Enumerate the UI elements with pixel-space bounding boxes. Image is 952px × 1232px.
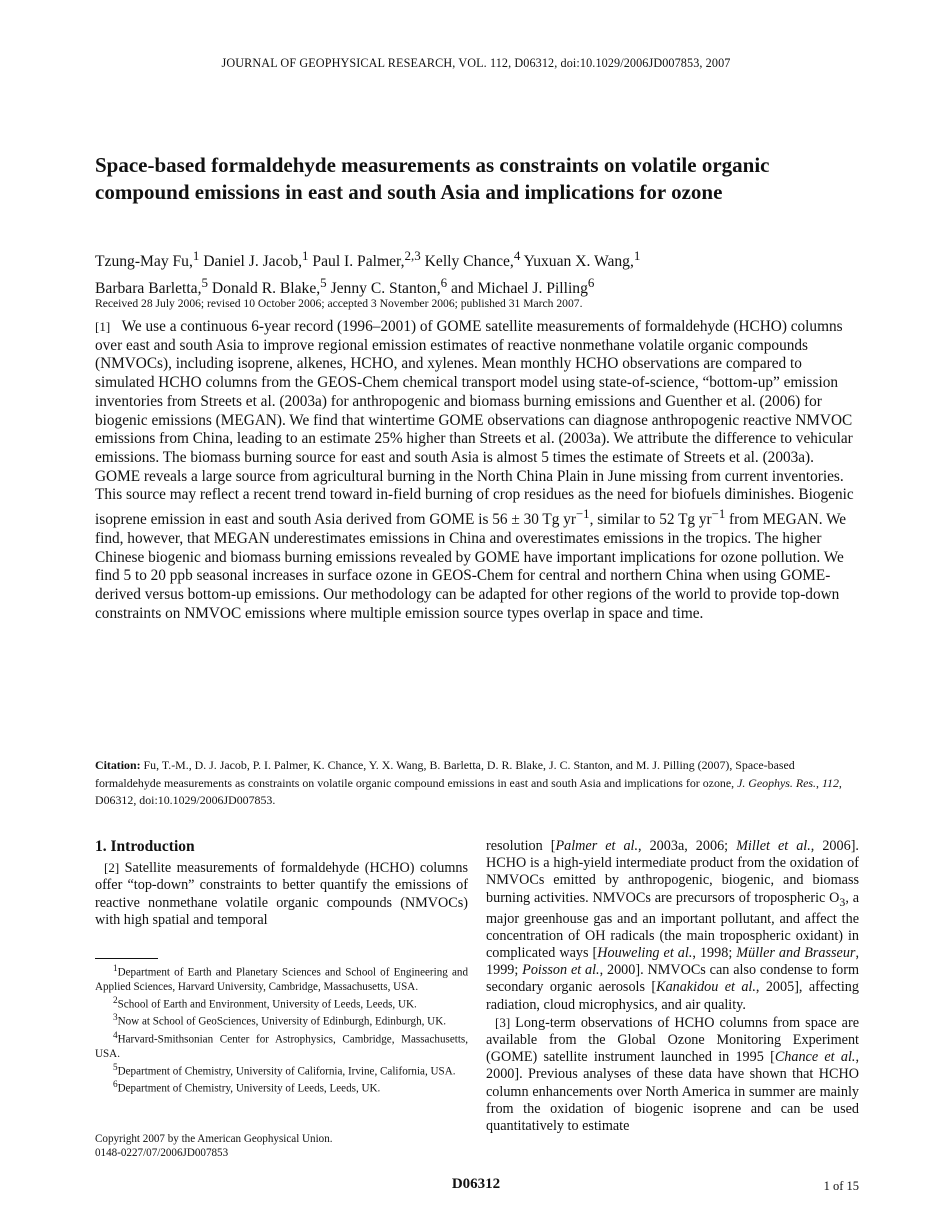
page-number: 1 of 15 xyxy=(823,1179,859,1193)
affil-sup: 3 xyxy=(113,1013,118,1024)
affil-text: School of Earth and Environment, University of Leeds, Leeds, UK. xyxy=(117,998,417,1011)
affiliation xyxy=(95,1061,468,1079)
abstract-text: , similar to 52 Tg yr xyxy=(589,511,712,529)
citation xyxy=(95,757,859,810)
affiliation xyxy=(95,1029,468,1061)
reference-author: Poisson et al. xyxy=(522,962,600,979)
author: and Michael J. Pilling xyxy=(447,280,588,298)
author-affil-sup: 1 xyxy=(192,248,200,263)
text-run: , a major greenhouse gas and an important pollutant, and affect the concentration of OH radicals (the main tropospheric oxidant) in complicated ways [ xyxy=(486,889,859,962)
running-header: JOURNAL OF GEOPHYSICAL RESEARCH, VOL. 112, D06312, doi:10.1029/2006JD007853, 2007 xyxy=(221,56,731,70)
affil-sup: 1 xyxy=(113,964,118,974)
text-run: , 2003a, 2006; xyxy=(638,838,737,854)
section-heading: 1. Introduction xyxy=(95,838,195,855)
author: Donald R. Blake, xyxy=(208,280,321,298)
author-affil-sup: 1 xyxy=(633,248,641,263)
affiliation xyxy=(95,1078,468,1096)
unit-superscript: −1 xyxy=(575,507,590,522)
affil-sup: 5 xyxy=(113,1062,118,1073)
affil-sup: 4 xyxy=(113,1031,118,1042)
paragraph xyxy=(95,859,468,929)
subscript: 3 xyxy=(839,894,846,909)
author-affil-sup: 6 xyxy=(587,275,595,291)
paragraph-marker: [2] xyxy=(104,860,120,876)
author: Yuxuan X. Wang, xyxy=(520,253,634,271)
abstract-text: from MEGAN. We find, however, that MEGAN underestimates emissions in China and overestimates emissions in the tropics. The higher Chinese biogenic and biomass burning emissions revealed by GOME have important implications for ozone pollution. We find 5 to 20 ppb seasonal increases in surface ozone in GEOS-Chem for central and northern China when using GOME-derived versus bottom-up emissions. Our methodology can be adapted for other regions of the world to provide top-down constraints on NMVOC emissions where multiple emission source types overlap in space and time. xyxy=(95,511,847,622)
text-run: Long-term observations of HCHO columns from space are available from the Global Ozone Monitoring Experiment (GOME) satellite instrument launched in 1995 [ xyxy=(486,1014,859,1066)
affil-text: Department of Chemistry, University of California, Irvine, California, USA. xyxy=(117,1065,456,1078)
left-column xyxy=(95,838,468,929)
author: Barbara Barletta, xyxy=(95,280,202,298)
author-affil-sup: 1 xyxy=(302,248,309,263)
paragraph xyxy=(486,838,859,1014)
paragraph xyxy=(486,1014,859,1135)
text-run: , 1999; xyxy=(486,945,859,979)
reference-author: Millet et al. xyxy=(736,838,811,854)
citation-text: Fu, T.-M., D. J. Jacob, P. I. Palmer, K. Chance, Y. X. Wang, B. Barletta, D. R. Blake, J. C. Stanton, and M. J. Pilling (2007), Space-based formaldehyde measurements as constraints on volatile organic compound emissions in east and south Asia and implications for ozone, xyxy=(95,758,795,790)
affil-sup: 6 xyxy=(113,1080,118,1091)
text-run: , 1998; xyxy=(692,945,737,962)
author: Kelly Chance, xyxy=(420,253,514,271)
author-list xyxy=(95,245,855,299)
affiliations xyxy=(95,962,468,1096)
author-affil-sup: 4 xyxy=(513,248,521,263)
citation-volume: 112 xyxy=(821,775,839,790)
abstract xyxy=(95,318,859,623)
issn-line: 0148-0227/07/2006JD007853 xyxy=(95,1146,229,1159)
author-affil-sup: 5 xyxy=(201,275,208,291)
citation-rest: , D06312, doi:10.1029/2006JD007853. xyxy=(95,775,842,807)
citation-separator: , xyxy=(816,775,822,790)
document-id: D06312 xyxy=(451,1176,501,1192)
text-run: resolution [ xyxy=(486,838,556,854)
reference-author: Palmer et al. xyxy=(555,838,639,854)
article-title: Space-based formaldehyde measurements as constraints on volatile organic compound emissions in east and south Asia and implications for ozone xyxy=(95,153,770,204)
footnote-rule xyxy=(95,958,158,959)
author: Tzung-May Fu, xyxy=(95,253,193,271)
author-affil-sup: 5 xyxy=(320,275,327,291)
unit-superscript: −1 xyxy=(711,507,726,522)
affil-text: Department of Chemistry, University of Leeds, Leeds, UK. xyxy=(117,1083,381,1096)
copyright-line: Copyright 2007 by the American Geophysical Union. xyxy=(95,1133,333,1145)
affil-text: Department of Earth and Planetary Sciences and School of Engineering and Applied Sciences, Harvard University, Cambridge, Massachusetts, USA. xyxy=(95,966,468,993)
received-dates: Received 28 July 2006; revised 10 October 2006; accepted 3 November 2006; published 31 March 2007. xyxy=(95,297,583,310)
author-affil-sup: 6 xyxy=(440,275,448,291)
copyright xyxy=(95,1133,468,1160)
affil-text: Harvard-Smithsonian Center for Astrophysics, Cambridge, Massachusetts, USA. xyxy=(95,1033,468,1060)
reference-author: Chance et al. xyxy=(774,1049,856,1066)
right-column xyxy=(486,838,859,1135)
affiliation xyxy=(95,1011,468,1029)
author: Daniel J. Jacob, xyxy=(199,253,303,271)
reference-author: Müller and Brasseur xyxy=(736,945,856,962)
text-run: , 2005], affecting radiation, cloud microphysics, and air quality. xyxy=(486,979,859,1013)
citation-journal: J. Geophys. Res. xyxy=(737,775,816,790)
author: Paul I. Palmer, xyxy=(308,253,405,271)
text-run: , 2000]. Previous analyses of these data have shown that HCHO column enhancements over North America in summer are mainly from the oxidation of biogenic isoprene and can be used quantitatively to estimate xyxy=(486,1049,859,1135)
affil-text: Now at School of GeoSciences, University of Edinburgh, Edinburgh, UK. xyxy=(117,1016,446,1029)
author-affil-sup: 2,3 xyxy=(404,248,421,263)
citation-label: Citation: xyxy=(95,758,141,772)
author: Jenny C. Stanton, xyxy=(326,280,441,298)
text-run: , 2000]. NMVOCs can also condense to form secondary organic aerosols [ xyxy=(486,962,859,996)
paragraph-marker: [3] xyxy=(495,1014,511,1030)
affil-sup: 2 xyxy=(113,995,118,1006)
reference-author: Houweling et al. xyxy=(597,945,693,962)
paragraph-marker: [1] xyxy=(95,319,111,334)
abstract-text: We use a continuous 6-year record (1996–2001) of GOME satellite measurements of formaldehyde (HCHO) columns over east and south Asia to improve regional emission estimates of reactive nonmethane volatile organic compounds (NMVOCs), including isoprene, alkenes, HCHO, and xylenes. Mean monthly HCHO observations are compared to simulated HCHO columns from the GEOS-Chem chemical transport model using state-of-science, “bottom-up” emission inventories from Streets et al. (2003a) for anthropogenic and biomass burning emissions and Guenther et al. (2006) for biogenic emissions (MEGAN). We find that wintertime GOME observations can diagnose anthropogenic reactive NMVOC emissions from China, leading to an estimate 25% higher than Streets et al. (2003a). We attribute the difference to vehicular emissions. The biomass burning source for east and south Asia is almost 5 times the estimate of Streets et al. (2003a). GOME reveals a large source from agricultural burning in the North China Plain in June missing from current inventories. This source may reflect a recent trend toward in-field burning of crop residues as the need for biofuels diminishes. Biogenic isoprene emission in east and south Asia derived from GOME is 56 ± 30 Tg yr xyxy=(95,318,854,529)
text-run: , 2006]. HCHO is a high-yield intermediate product from the oxidation of NMVOCs emitted by anthropogenic, biogenic, and biomass burning activities. NMVOCs are precursors of tropospheric O xyxy=(486,838,859,906)
affiliation xyxy=(95,994,468,1012)
affiliation xyxy=(95,962,468,994)
paragraph-text: Satellite measurements of formaldehyde (HCHO) columns offer “top-down” constraints to better quantify the emissions of reactive nonmethane volatile organic compounds (NMVOCs) with high spatial and temporal xyxy=(95,860,468,928)
reference-author: Kanakidou et al. xyxy=(656,979,756,996)
